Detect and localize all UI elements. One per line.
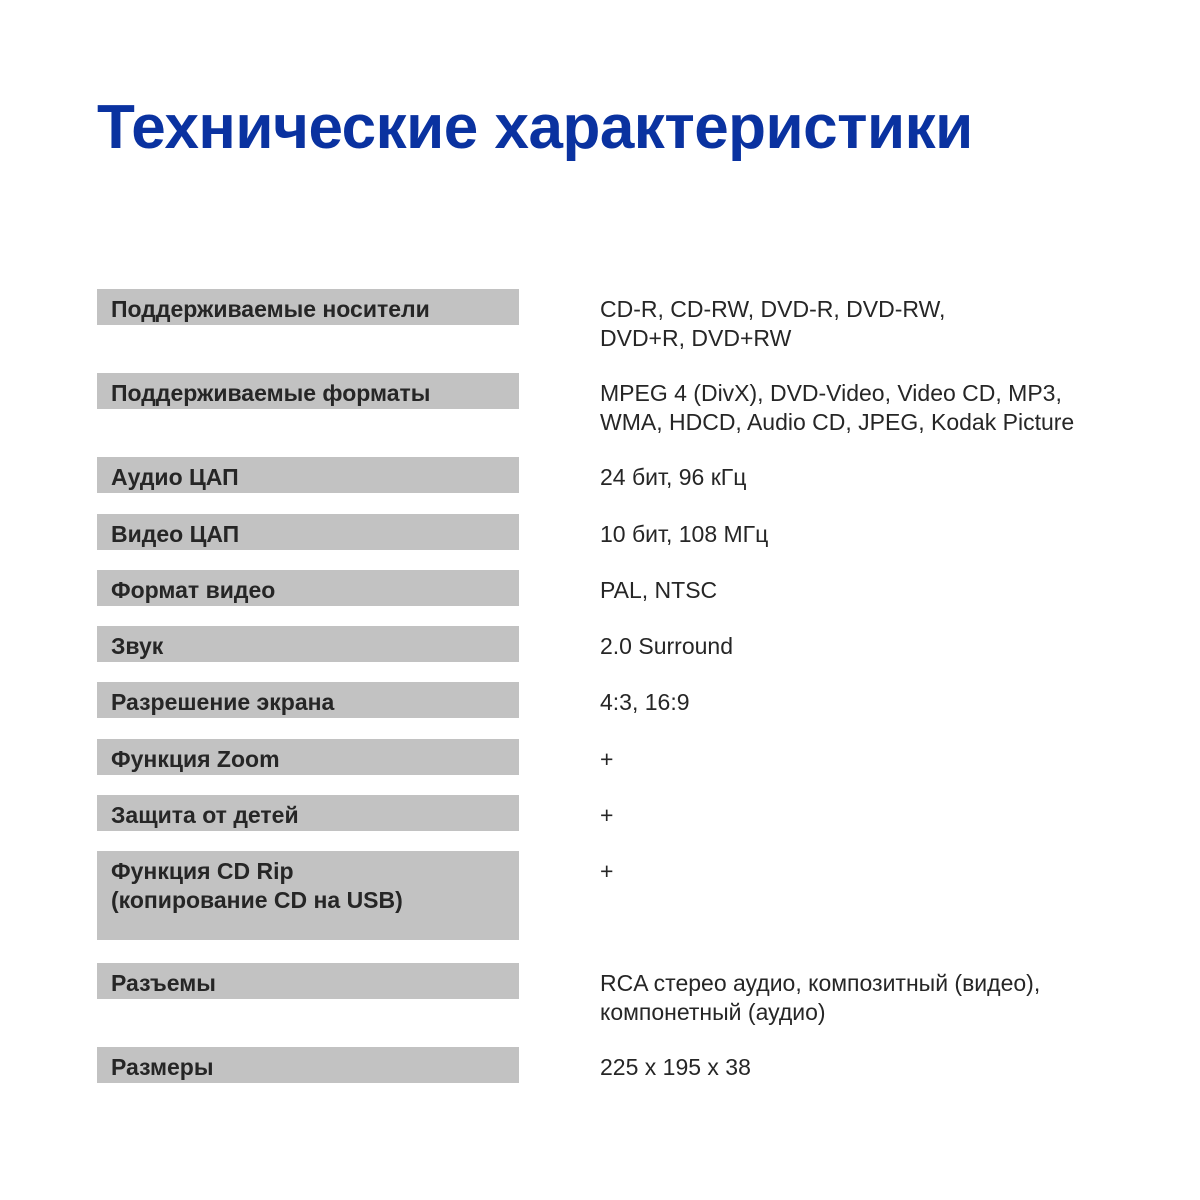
spec-label [97,739,519,775]
spec-label [97,570,519,606]
spec-label [97,457,519,493]
spec-value-line: RCA стерео аудио, композитный (видео), [600,970,1041,996]
spec-value-line: DVD+R, DVD+RW [600,325,792,351]
spec-value [600,682,1180,717]
spec-value-line: 225 х 195 х 38 [600,1054,751,1080]
spec-label-line: Разъемы [111,970,216,996]
spec-value [600,457,1180,492]
spec-label [97,963,519,999]
spec-value [600,1047,1180,1082]
spec-value-line: 4:3, 16:9 [600,689,690,715]
spec-label-line: Защита от детей [111,802,299,828]
spec-label-line: Поддерживаемые форматы [111,380,431,406]
spec-label-line: Поддерживаемые носители [111,296,430,322]
spec-label [97,851,519,940]
spec-value [600,739,1180,774]
spec-label-line: Аудио ЦАП [111,464,239,490]
spec-label-line: Формат видео [111,577,276,603]
spec-label-line: Звук [111,633,164,659]
spec-value-line: MPEG 4 (DivX), DVD-Video, Video CD, MP3, [600,380,1062,406]
spec-label-line: (копирование CD на USB) [111,887,403,913]
spec-label-line: Разрешение экрана [111,689,335,715]
spec-label-line: Функция CD Rip [111,858,294,884]
spec-value-line: + [600,746,614,772]
spec-label-line: Видео ЦАП [111,521,240,547]
spec-label [97,1047,519,1083]
spec-value [600,795,1180,830]
spec-value-line: + [600,802,614,828]
spec-label [97,373,519,409]
spec-label [97,682,519,718]
spec-value-line: компонетный (аудио) [600,999,826,1025]
spec-value-line: CD-R, CD-RW, DVD-R, DVD-RW, [600,296,946,322]
spec-value [600,514,1180,549]
spec-label [97,626,519,662]
spec-label [97,514,519,550]
page-title: Технические характеристики [97,93,973,162]
spec-value [600,626,1180,661]
spec-value-line: WMA, HDCD, Audio CD, JPEG, Kodak Picture [600,409,1075,435]
spec-value [600,289,1180,353]
spec-value-line: 2.0 Surround [600,633,733,659]
spec-label [97,795,519,831]
spec-value-line: + [600,858,614,884]
spec-label-line: Размеры [111,1054,214,1080]
spec-label [97,289,519,325]
spec-value-line: PAL, NTSC [600,577,718,603]
spec-value-line: 24 бит, 96 кГц [600,464,747,490]
spec-value-line: 10 бит, 108 МГц [600,521,769,547]
spec-value [600,570,1180,605]
spec-value [600,373,1180,437]
spec-value [600,963,1180,1027]
spec-label-line: Функция Zoom [111,746,280,772]
spec-value [600,851,1180,886]
